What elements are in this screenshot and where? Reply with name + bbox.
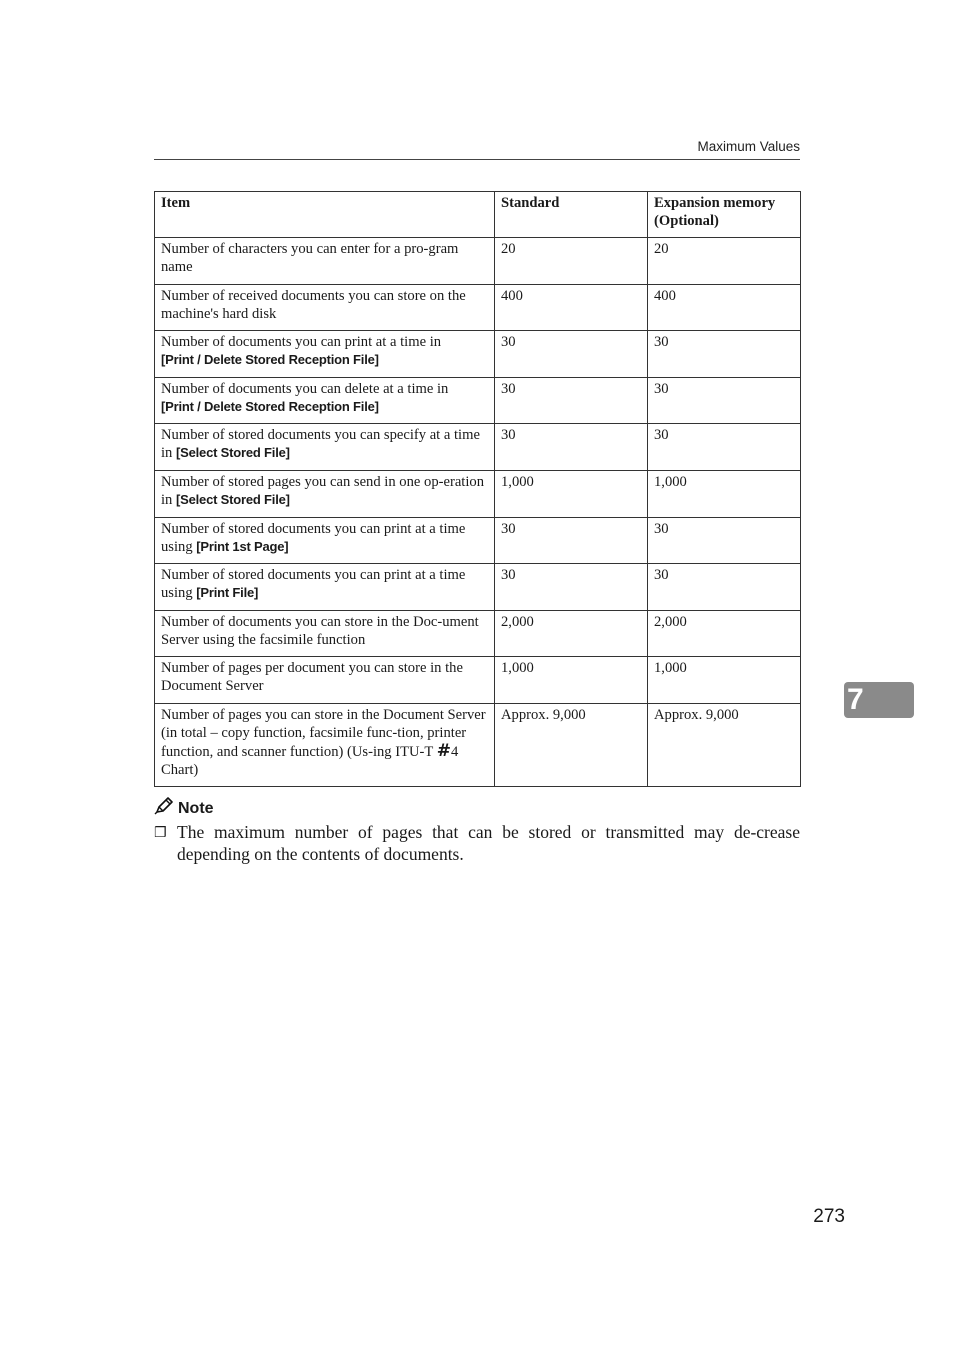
- cell-item: [155, 564, 495, 611]
- table-row: [155, 238, 801, 285]
- cell-standard: 30: [495, 424, 648, 471]
- item-text: Number of documents you can store in the Doc-ument Server using the facsimile function: [161, 613, 479, 648]
- note-item: [154, 822, 800, 865]
- table-row: [155, 331, 801, 378]
- table-row: [155, 284, 801, 331]
- note-heading: [154, 797, 214, 820]
- cell-expansion: 30: [648, 564, 801, 611]
- cell-item: [155, 610, 495, 657]
- table-row: [155, 517, 801, 564]
- cell-item: [155, 517, 495, 564]
- item-text: Number of stored documents you can specify at a time in: [161, 427, 480, 462]
- cell-standard: 30: [495, 517, 648, 564]
- chapter-tab: 7: [844, 682, 914, 718]
- cell-item: [155, 377, 495, 424]
- cell-item: [155, 470, 495, 517]
- page-number: 273: [813, 1206, 845, 1227]
- cell-item: [155, 657, 495, 704]
- item-text: Number of documents you can print at a time in: [161, 334, 442, 351]
- item-text: Number of stored documents you can print at a time using: [161, 520, 466, 555]
- cell-expansion: 2,000: [648, 610, 801, 657]
- cell-standard: 1,000: [495, 657, 648, 704]
- item-text: Number of stored documents you can print at a time using: [161, 567, 466, 602]
- key-label: [Select Stored File]: [176, 491, 290, 507]
- running-header: Maximum Values: [697, 139, 800, 154]
- cell-item: [155, 703, 495, 786]
- cell-expansion: 30: [648, 331, 801, 378]
- cell-expansion: 30: [648, 517, 801, 564]
- cell-item: [155, 284, 495, 331]
- cell-standard: 2,000: [495, 610, 648, 657]
- cell-standard: 30: [495, 331, 648, 378]
- table-header-row: [155, 192, 801, 238]
- table-row: [155, 703, 801, 786]
- cell-item: [155, 424, 495, 471]
- key-label: [Print 1st Page]: [196, 538, 289, 554]
- cell-expansion: 400: [648, 284, 801, 331]
- cell-expansion: 30: [648, 424, 801, 471]
- checkbox-icon: ❒: [154, 825, 167, 841]
- cell-item: [155, 331, 495, 378]
- cell-standard: Approx. 9,000: [495, 703, 648, 786]
- header-item: Item: [155, 192, 495, 238]
- item-text: Number of stored pages you can send in one op-eration in: [161, 473, 484, 508]
- header-divider: [154, 159, 800, 160]
- item-text: Number of received documents you can store on the machine's hard disk: [161, 287, 466, 322]
- cell-item: [155, 238, 495, 285]
- table-row: [155, 610, 801, 657]
- cell-standard: 20: [495, 238, 648, 285]
- key-label: [Select Stored File]: [176, 445, 290, 461]
- cell-standard: 400: [495, 284, 648, 331]
- cell-expansion: 1,000: [648, 657, 801, 704]
- pencil-icon: [154, 797, 174, 820]
- key-label: [Print File]: [196, 585, 259, 601]
- cell-standard: 30: [495, 564, 648, 611]
- hash-icon: #: [436, 740, 451, 761]
- cell-expansion: Approx. 9,000: [648, 703, 801, 786]
- cell-expansion: 20: [648, 238, 801, 285]
- note-text: The maximum number of pages that can be stored or transmitted may de-crease depending on the contents of documents.: [177, 822, 800, 864]
- maximum-values-table: [154, 191, 801, 787]
- cell-expansion: 1,000: [648, 470, 801, 517]
- item-text: Number of pages per document you can store in the Document Server: [161, 660, 463, 695]
- header-expansion: Expansion memory (Optional): [648, 192, 801, 238]
- table-row: [155, 564, 801, 611]
- item-text: Number of documents you can delete at a time in: [161, 380, 449, 397]
- item-text: Number of pages you can store in the Document Server (in total – copy function, facsimile func-tion, printer function, and scanner function) (Us-ing ITU-T: [161, 706, 486, 760]
- key-label: [Print / Delete Stored Reception File]: [161, 352, 379, 368]
- cell-standard: 1,000: [495, 470, 648, 517]
- note-title: Note: [178, 799, 214, 817]
- table-row: [155, 377, 801, 424]
- table-row: [155, 470, 801, 517]
- table-row: [155, 424, 801, 471]
- cell-expansion: 30: [648, 377, 801, 424]
- cell-standard: 30: [495, 377, 648, 424]
- table-row: [155, 657, 801, 704]
- item-text: Number of characters you can enter for a pro-gram name: [161, 241, 459, 275]
- key-label: [Print / Delete Stored Reception File]: [161, 398, 379, 414]
- header-standard: Standard: [495, 192, 648, 238]
- item-text-end: 4 Chart): [161, 743, 459, 778]
